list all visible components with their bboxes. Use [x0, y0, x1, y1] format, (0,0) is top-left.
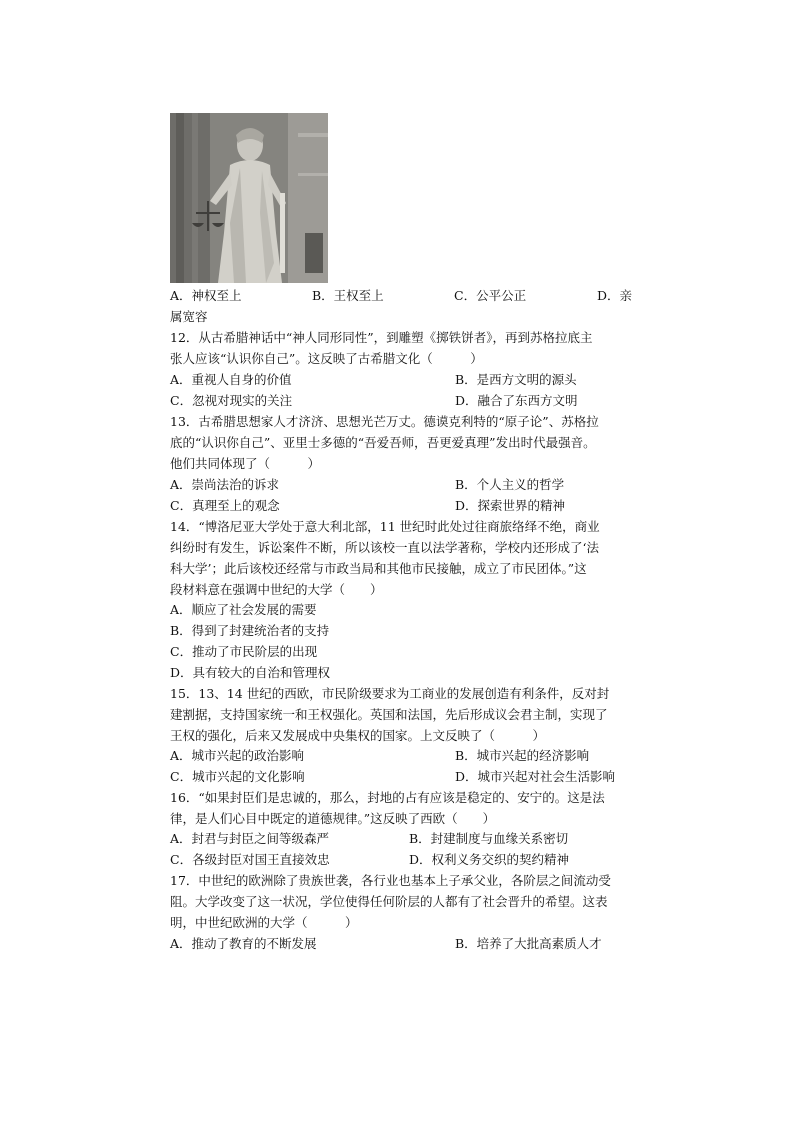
- q14-option-b[interactable]: B．得到了封建统治者的支持: [170, 623, 330, 638]
- q12-stem-line-2: 张人应该“认识你自己”。这反映了古希腊文化（ ）: [170, 351, 483, 366]
- q15-option-b[interactable]: B．城市兴起的经济影响: [455, 748, 590, 763]
- q14-option-d[interactable]: D．具有较大的自治和管理权: [170, 665, 331, 680]
- q11-option-b[interactable]: B．王权至上: [312, 288, 384, 303]
- q11-option-d-continuation: 属宽容: [170, 309, 208, 324]
- q15-option-d[interactable]: D．城市兴起对社会生活影响: [455, 769, 616, 784]
- q16-option-a[interactable]: A．封君与封臣之间等级森严: [170, 831, 330, 846]
- q15-stem-line-1: 15．13、14 世纪的西欧，市民阶级要求为工商业的发展创造有利条件，反对封: [170, 686, 610, 701]
- q14-stem-line-1: 14．“博洛尼亚大学处于意大利北部，11 世纪时此处过往商旅络绎不绝，商业: [170, 519, 600, 534]
- statue-of-justice-icon: [170, 113, 328, 283]
- q14-stem-line-4: 段材料意在强调中世纪的大学（ ）: [170, 582, 383, 597]
- q16-stem-line-2: 律，是人们心目中既定的道德规律。”这反映了西欧（ ）: [170, 811, 496, 826]
- q16-option-b[interactable]: B．封建制度与血缘关系密切: [409, 831, 569, 846]
- q16-option-d[interactable]: D．权利义务交织的契约精神: [409, 852, 570, 867]
- q12-option-d[interactable]: D．融合了东西方文明: [455, 393, 578, 408]
- q17-option-a[interactable]: A．推动了教育的不断发展: [170, 936, 317, 951]
- statue-of-justice-photo: [170, 113, 328, 283]
- q12-option-a[interactable]: A．重视人自身的价值: [170, 372, 292, 387]
- q12-option-c[interactable]: C．忽视对现实的关注: [170, 393, 293, 408]
- q12-option-b[interactable]: B．是西方文明的源头: [455, 372, 577, 387]
- q13-stem-line-3: 他们共同体现了（ ）: [170, 456, 321, 471]
- q17-stem-line-2: 阻。大学改变了这一状况，学位使得任何阶层的人都有了社会晋升的希望。这表: [170, 894, 608, 909]
- q15-stem-line-2: 建割据，支持国家统一和王权强化。英国和法国，先后形成议会君主制，实现了: [170, 707, 608, 722]
- q11-option-c[interactable]: C．公平公正: [454, 288, 527, 303]
- q14-stem-line-2: 纠纷时有发生，诉讼案件不断，所以该校一直以法学著称，学校内还形成了‘法: [170, 540, 599, 555]
- q17-stem-line-3: 明，中世纪欧洲的大学（ ）: [170, 915, 358, 930]
- q13-option-b[interactable]: B．个人主义的哲学: [455, 477, 565, 492]
- q12-stem-line-1: 12．从古希腊神话中“神人同形同性”，到雕塑《掷铁饼者》，再到苏格拉底主: [170, 330, 593, 345]
- q13-stem-line-1: 13．古希腊思想家人才济济、思想光芒万丈。德谟克利特的“原子论”、苏格拉: [170, 414, 599, 429]
- q13-option-c[interactable]: C．真理至上的观念: [170, 498, 280, 513]
- q16-option-c[interactable]: C．各级封臣对国王直接效忠: [170, 852, 330, 867]
- q13-stem-line-2: 底的“认识你自己”、亚里士多德的“吾爱吾师，吾更爱真理”发出时代最强音。: [170, 435, 596, 450]
- q16-stem-line-1: 16．“如果封臣们是忠诚的，那么，封地的占有应该是稳定的、安宁的。这是法: [170, 790, 605, 805]
- q14-option-c[interactable]: C．推动了市民阶层的出现: [170, 644, 318, 659]
- q11-option-a[interactable]: A．神权至上: [170, 288, 242, 303]
- q17-option-b[interactable]: B．培养了大批高素质人才: [455, 936, 602, 951]
- q17-stem-line-1: 17．中世纪的欧洲除了贵族世袭，各行业也基本上子承父业，各阶层之间流动受: [170, 873, 611, 888]
- q15-option-c[interactable]: C．城市兴起的文化影响: [170, 769, 305, 784]
- q13-option-d[interactable]: D．探索世界的精神: [455, 498, 566, 513]
- q11-option-d[interactable]: D．亲: [597, 288, 633, 303]
- q14-stem-line-3: 科大学’；此后该校还经常与市政当局和其他市民接触，成立了市民团体。”这: [170, 561, 587, 576]
- q15-option-a[interactable]: A．城市兴起的政治影响: [170, 748, 305, 763]
- q13-option-a[interactable]: A．崇尚法治的诉求: [170, 477, 280, 492]
- q14-option-a[interactable]: A．顺应了社会发展的需要: [170, 602, 317, 617]
- q15-stem-line-3: 王权的强化，后来又发展成中央集权的国家。上文反映了（ ）: [170, 728, 546, 743]
